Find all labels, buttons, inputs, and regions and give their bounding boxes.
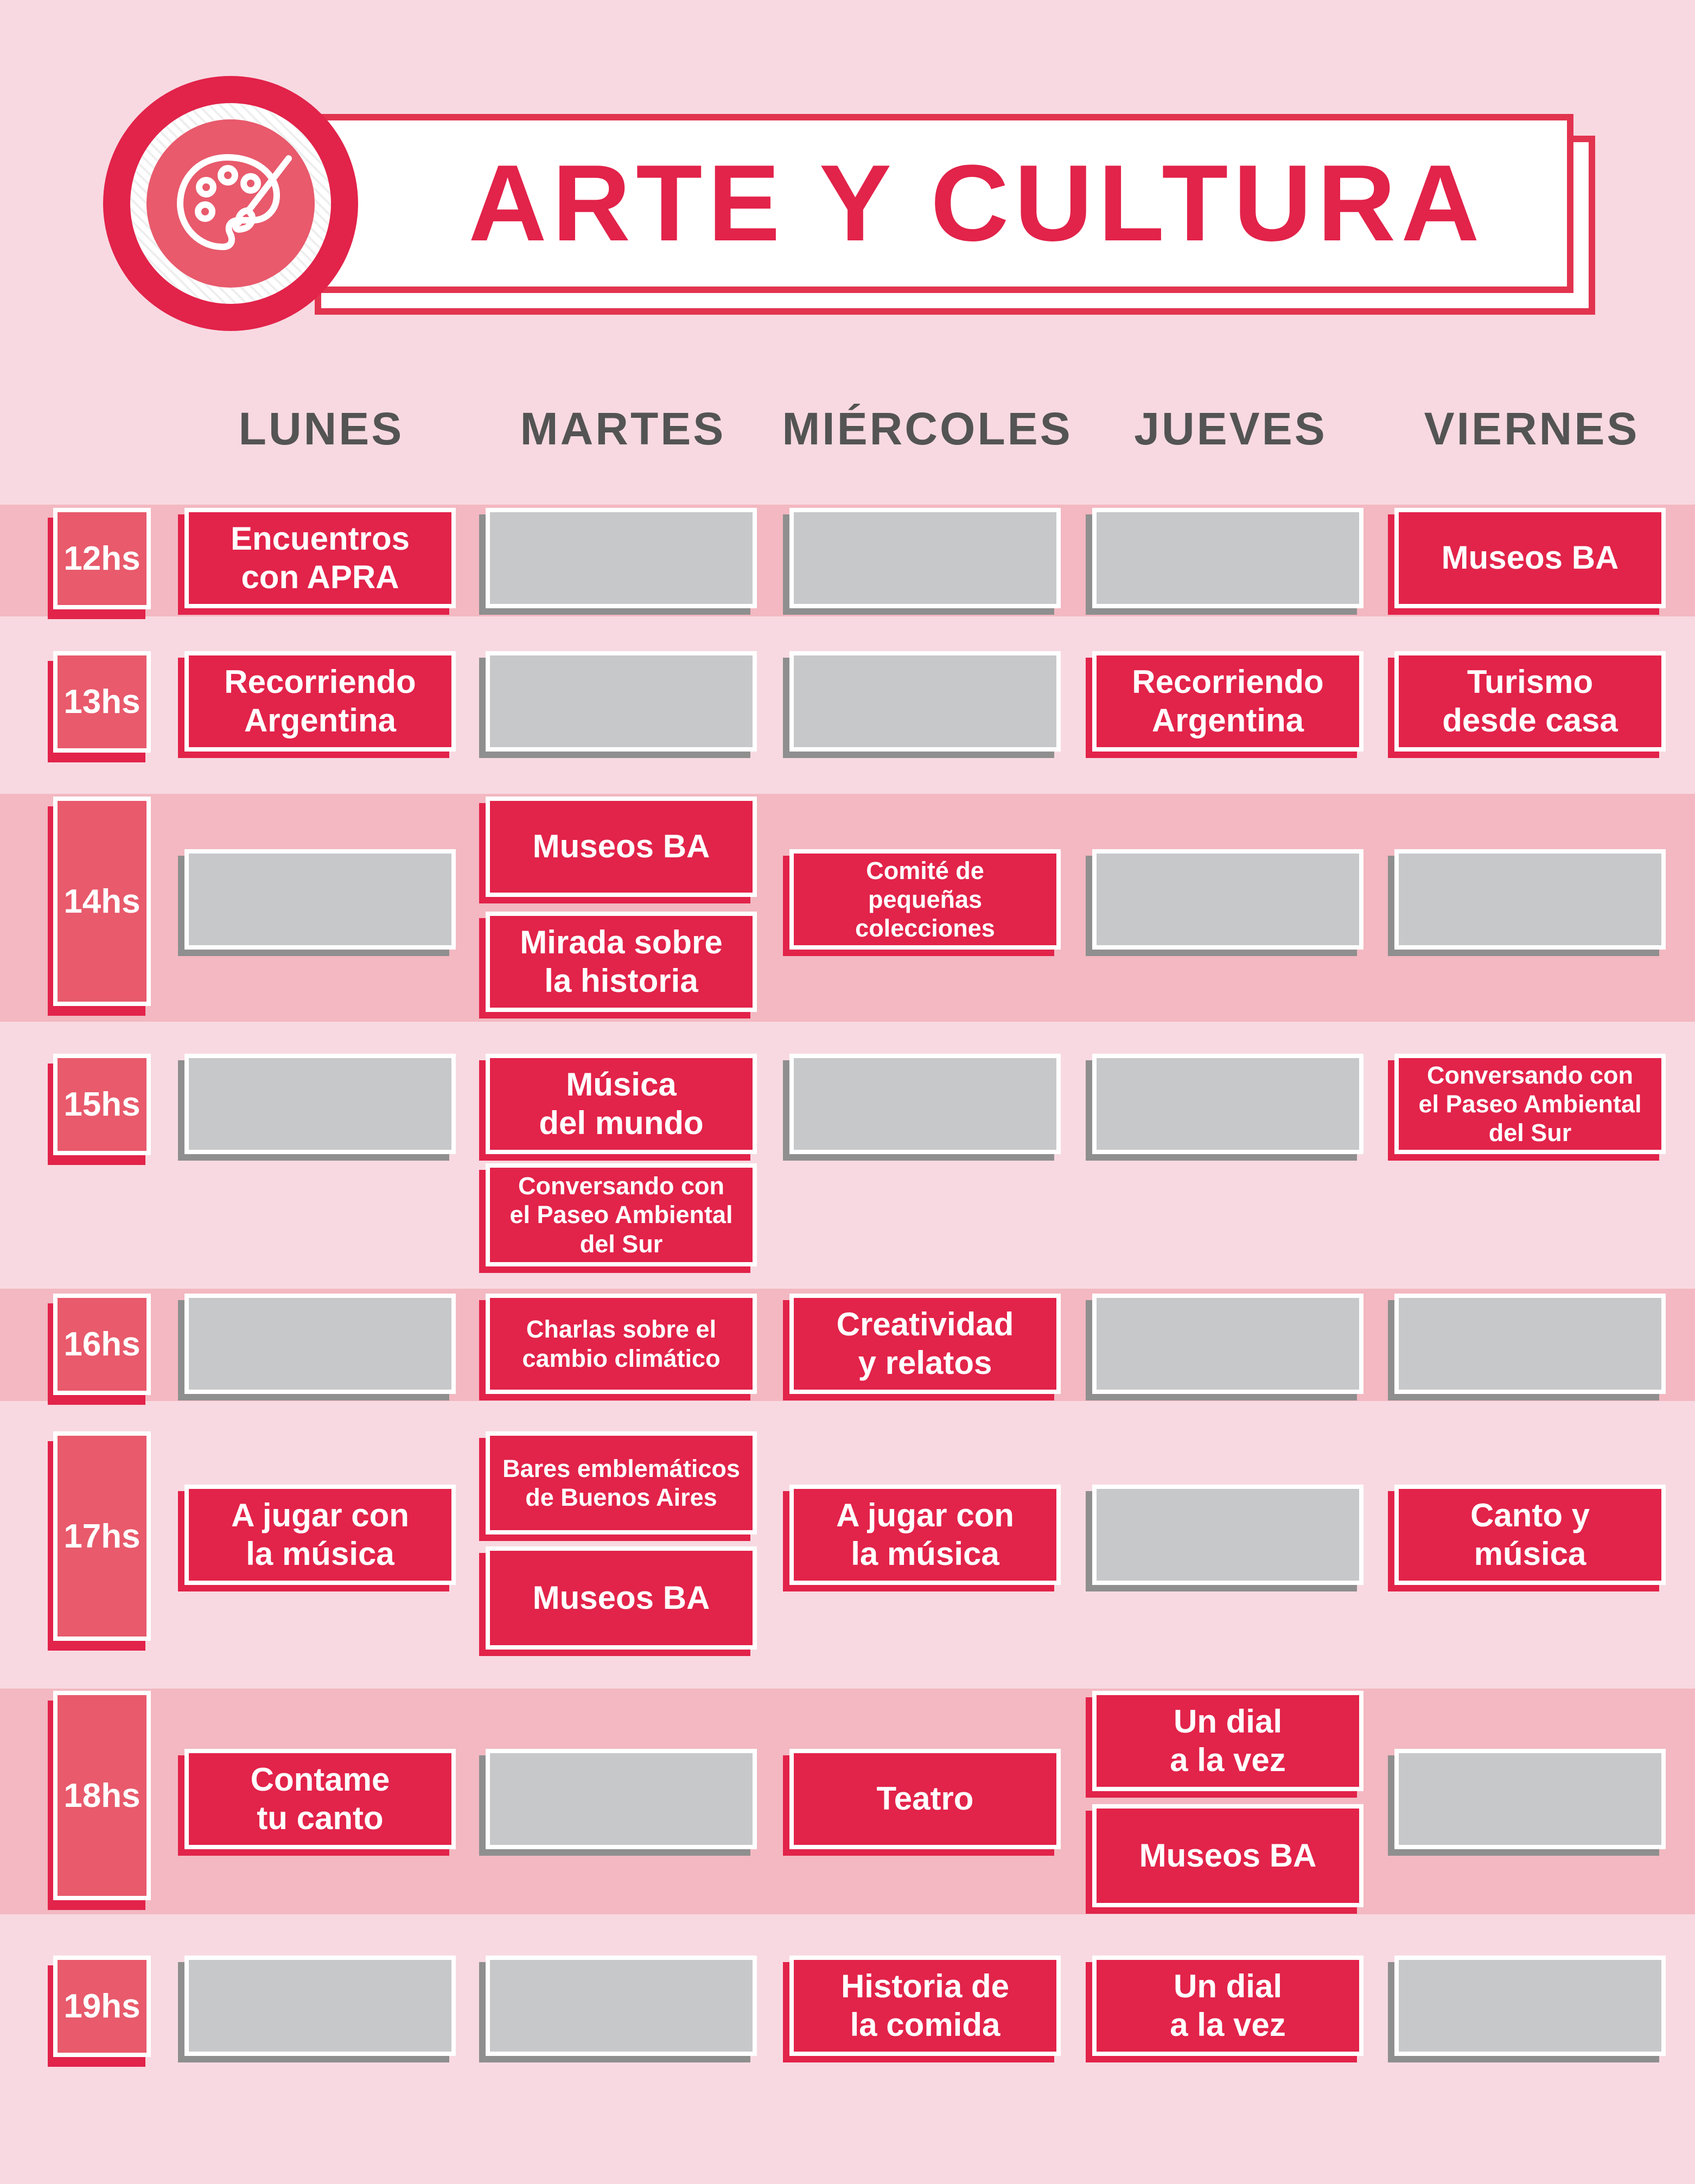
day-header-martes: MARTES — [520, 403, 726, 454]
day-header-miercoles: MIÉRCOLES — [782, 403, 1073, 454]
event-jueves-r19: Un dial a la vez — [1092, 1956, 1363, 2056]
event-viernes-r17: Canto y música — [1394, 1485, 1666, 1585]
event-miercoles-r16: Creatividad y relatos — [789, 1294, 1061, 1394]
empty-slot-lunes — [184, 1956, 456, 2056]
day-header-lunes: LUNES — [238, 403, 404, 454]
time-label-12hs: 12hs — [53, 508, 151, 609]
empty-slot-lunes — [184, 849, 456, 950]
day-header-viernes: VIERNES — [1424, 403, 1640, 454]
time-label-16hs: 16hs — [53, 1294, 151, 1395]
time-label-19hs: 19hs — [53, 1956, 151, 2057]
day-header-jueves: JUEVES — [1134, 403, 1327, 454]
event-martes-r14: Mirada sobre la historia — [486, 912, 757, 1012]
empty-slot-miercoles — [789, 508, 1061, 608]
empty-slot-viernes — [1394, 1956, 1666, 2056]
event-miercoles-r18: Teatro — [789, 1749, 1061, 1849]
time-label-15hs: 15hs — [53, 1054, 151, 1155]
event-miercoles-r14: Comité de pequeñas colecciones — [789, 849, 1061, 950]
event-viernes-r12: Museos BA — [1394, 508, 1666, 608]
empty-slot-martes — [486, 508, 757, 608]
empty-slot-miercoles — [789, 651, 1061, 752]
event-miercoles-r17: A jugar con la música — [789, 1485, 1061, 1585]
empty-slot-viernes — [1394, 1294, 1666, 1394]
time-label-14hs: 14hs — [53, 797, 151, 1006]
event-martes-r14: Museos BA — [486, 797, 757, 897]
event-martes-r17: Bares emblemáticos de Buenos Aires — [486, 1431, 757, 1534]
event-miercoles-r19: Historia de la comida — [789, 1956, 1061, 2056]
event-martes-r16: Charlas sobre el cambio climático — [486, 1294, 757, 1394]
event-martes-r15: Música del mundo — [486, 1054, 757, 1154]
event-martes-r17: Museos BA — [486, 1546, 757, 1650]
time-label-17hs: 17hs — [53, 1431, 151, 1641]
empty-slot-martes — [486, 651, 757, 752]
empty-slot-martes — [486, 1749, 757, 1849]
empty-slot-jueves — [1092, 849, 1363, 950]
event-jueves-r18: Museos BA — [1092, 1804, 1363, 1907]
event-jueves-r13: Recorriendo Argentina — [1092, 651, 1363, 752]
event-viernes-r13: Turismo desde casa — [1394, 651, 1666, 752]
empty-slot-jueves — [1092, 1294, 1363, 1394]
time-label-13hs: 13hs — [53, 651, 151, 753]
empty-slot-martes — [486, 1956, 757, 2056]
palette-brush-icon — [146, 119, 315, 288]
empty-slot-jueves — [1092, 1054, 1363, 1154]
event-lunes-r13: Recorriendo Argentina — [184, 651, 456, 752]
event-lunes-r17: A jugar con la música — [184, 1485, 456, 1585]
event-jueves-r18: Un dial a la vez — [1092, 1691, 1363, 1791]
event-lunes-r12: Encuentros con APRA — [184, 508, 456, 608]
event-martes-r15: Conversando con el Paseo Ambiental del Sur — [486, 1163, 757, 1266]
empty-slot-jueves — [1092, 1485, 1363, 1585]
empty-slot-lunes — [184, 1294, 456, 1394]
empty-slot-lunes — [184, 1054, 456, 1154]
empty-slot-jueves — [1092, 508, 1363, 608]
event-lunes-r18: Contame tu canto — [184, 1749, 456, 1849]
empty-slot-viernes — [1394, 1749, 1666, 1849]
page-title: ARTE Y CULTURA — [468, 143, 1485, 264]
time-label-18hs: 18hs — [53, 1691, 151, 1900]
empty-slot-viernes — [1394, 849, 1666, 950]
empty-slot-miercoles — [789, 1054, 1061, 1154]
event-viernes-r15: Conversando con el Paseo Ambiental del Sur — [1394, 1054, 1666, 1154]
